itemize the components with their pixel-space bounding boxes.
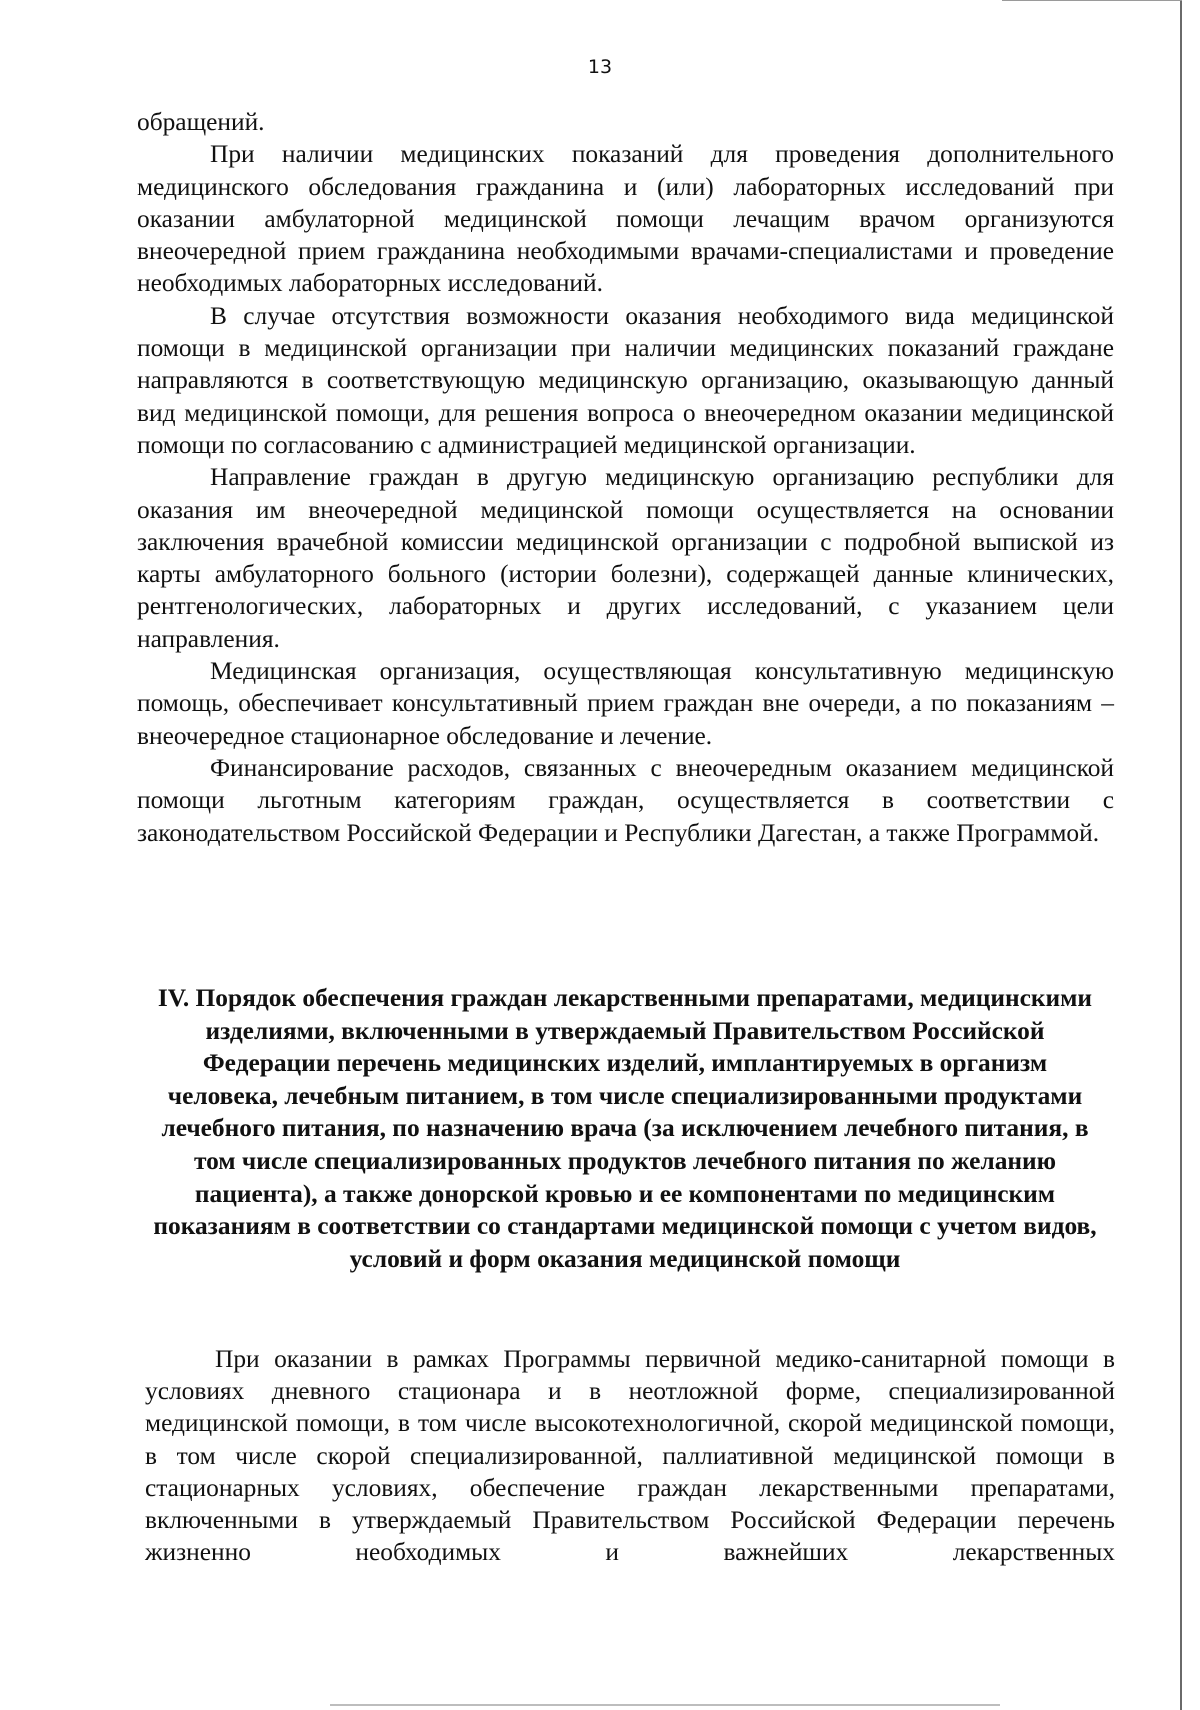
paragraph-additional-examination: При наличии медицинских показаний для проведения дополнительного медицинского обследования гражданина и (или) лабораторных исследований при оказании амбулаторной медицинской помощи лечащим врачом организуются внеочередной прием гражданина необходимыми врачами-специалистами и проведение необходимых лабораторных исследований. [137,140,1114,298]
paragraph-drug-provision: При оказании в рамках Программы первичной медико-санитарной помощи в условиях дневного стационара и в неотложной форме, специализированной медицинской помощи, в том числе высокотехнологичной, скорой медицинской помощи, в том числе скорой специализированной, паллиативной медицинской помощи в стационарных условиях, обеспечение граждан лекарственными препаратами, включенными в утверждаемый Правительством Российской Федерации перечень жизненно необходимых и важнейших лекарственных [145,1345,1115,1567]
paragraph-referral-other-organization: В случае отсутствия возможности оказания необходимого вида медицинской помощи в медицинской организации при наличии медицинских показаний граждане направляются в соответствующую медицинскую организацию, оказывающую данный вид медицинской помощи, для решения вопроса о внеочередном оказании медицинской помощи по согласованию с администрацией медицинской организации. [137,301,1114,459]
paragraph-referral-basis: Направление граждан в другую медицинскую организацию республики для оказания им внеочередной медицинской помощи осуществляется на основании заключения врачебной комиссии медицинской организации с подробной выпиской из карты амбулаторного больного (истории болезни), содержащей данные клинических, рентгенологических, лабораторных и других исследований, с указанием цели направления. [137,463,1114,653]
scan-edge-top-line [1002,0,1182,1]
section-heading: IV. Порядок обеспечения граждан лекарственными препаратами, медицинскими изделиями, включенными в утверждаемый Правительством Российской Федерации перечень медицинских изделий, имплантируемых в организм человека, лечебным питанием, в том числе специализированными продуктами лечебного питания, по назначению врача (за исключением лечебного питания, в том числе специализированных продуктов лечебного питания по желанию пациента), а также донорской кровью и ее компонентами по медицинским показаниям в соответствии со стандартами медицинской помощи с учетом видов, условий и форм оказания медицинской помощи [153,984,1097,1273]
paragraph-financing: Финансирование расходов, связанных с внеочередным оказанием медицинской помощи льготным категориям граждан, осуществляется в соответствии с законодательством Российской Федерации и Республики Дагестан, а также Программой. [137,753,1114,847]
closing-text [145,1343,1115,1568]
page-number: 13 [587,56,613,78]
scan-edge-bottom-line [330,1704,1000,1706]
body-text [137,106,1114,849]
paragraph-continuation: обращений. [137,108,265,136]
scan-edge-line [1180,0,1182,1710]
paragraph-consultative-care: Медицинская организация, осуществляющая консультативную медицинскую помощь, обеспечивает консультативный прием граждан вне очереди, а по показаниям – внеочередное стационарное обследование и лечение. [137,657,1114,750]
